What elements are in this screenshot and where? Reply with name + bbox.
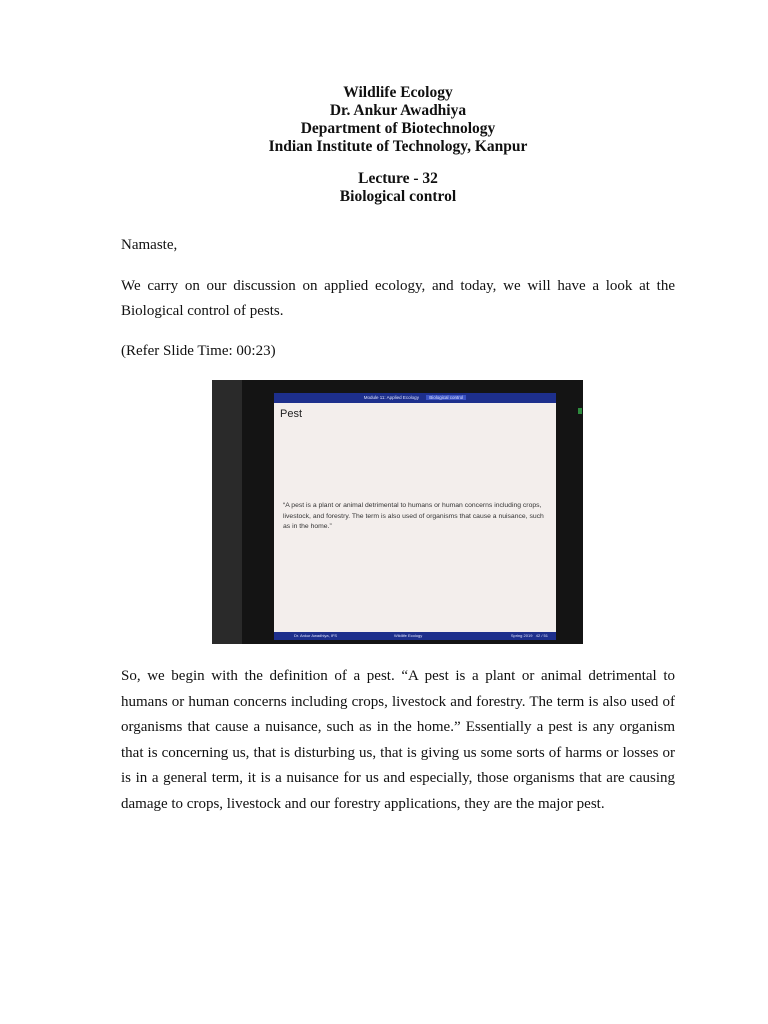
slide-topbar xyxy=(274,393,556,403)
lecture-number: Lecture - 32 xyxy=(358,170,438,187)
slide-footer-author: Dr. Ankur Awadhiya, IFS xyxy=(294,633,338,638)
slide-title: Pest xyxy=(280,408,303,420)
slide-footer xyxy=(274,632,556,640)
intro-paragraph: We carry on our discussion on applied ecology, and today, we will have a look at the Biological control of pests. xyxy=(121,278,675,319)
slide-footer-term xyxy=(511,632,548,640)
slide-section-label: Biological control xyxy=(426,395,466,400)
institute-name: Indian Institute of Technology, Kanpur xyxy=(268,138,528,155)
slide-quote: “A pest is a plant or animal detrimental to humans or human concerns including crops, livestock, and forestry. The term is also used of organisms that cause a nuisance, such as in the home.” xyxy=(283,502,544,530)
document-header xyxy=(0,84,768,206)
lecture-topic: Biological control xyxy=(339,188,457,205)
course-title: Wildlife Ecology xyxy=(343,84,453,101)
slide-module-label: Module 11: Applied Ecology xyxy=(363,395,419,400)
indicator-dot xyxy=(578,408,582,414)
definition-paragraph: So, we begin with the definition of a pest. “A pest is a plant or animal detrimental to humans or human concerns including crops, livestock and forestry. The term is also used of organisms that cause a nuisance, such as in the home.” Essentially a pest is any organism that is concerning us, that is disturbing us, that is giving us some sorts of harms or losses or is in a general term, it is a nuisance for us and especially, those organisms that are causing damage to crops, livestock and our forestry applications, they are the major pest. xyxy=(121,668,675,812)
slide-footer-term-text: Spring 2019 xyxy=(510,633,533,638)
slide-content xyxy=(274,393,556,640)
slide-footer-page: 42 / 51 xyxy=(535,633,548,638)
slide-screenshot xyxy=(212,380,583,644)
slide-time-reference: (Refer Slide Time: 00:23) xyxy=(121,343,276,359)
department-name: Department of Biotechnology xyxy=(300,120,496,137)
instructor-name: Dr. Ankur Awadhiya xyxy=(329,102,467,119)
slide-footer-course: Wildlife Ecology xyxy=(394,633,423,638)
greeting-text: Namaste, xyxy=(121,237,178,253)
